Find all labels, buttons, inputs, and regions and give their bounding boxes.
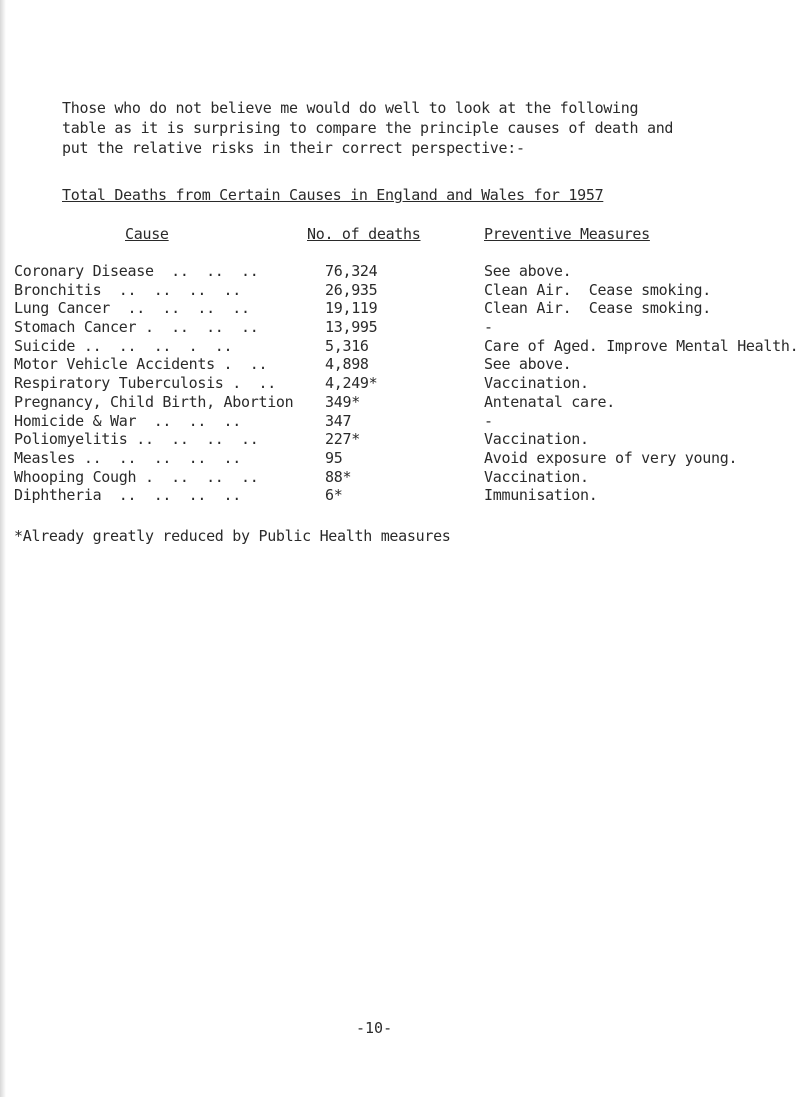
cause-cell: Homicide & War .. .. .. [14, 411, 242, 430]
measures-cell: Clean Air. Cease smoking. [484, 299, 712, 318]
measures-cell: Antenatal care. [484, 392, 615, 411]
table-row [14, 393, 800, 412]
deaths-cell: 76,324 [325, 262, 378, 280]
measures-cell: Avoid exposure of very young. [484, 448, 738, 467]
table-row [14, 486, 800, 505]
measures-cell: See above. [484, 262, 572, 280]
table-row [14, 374, 800, 393]
table-row [14, 337, 800, 356]
footnote: *Already greatly reduced by Public Health measures [14, 527, 451, 545]
measures-cell: Vaccination. [484, 430, 589, 449]
deaths-cell: 88* [325, 467, 352, 486]
deaths-cell: 4,898 [325, 355, 369, 374]
table-heading: Total Deaths from Certain Causes in England and Wales for 1957 [62, 186, 604, 204]
intro-paragraph [62, 98, 762, 158]
deaths-cell: 347 [325, 411, 352, 430]
intro-line: table as it is surprising to compare the principle causes of death and [62, 119, 674, 137]
page-binding-edge [0, 0, 6, 1097]
measures-cell: - [484, 411, 493, 430]
column-header-cause: Cause [125, 225, 169, 243]
table-row [14, 318, 800, 337]
deaths-cell: 95 [325, 448, 343, 467]
cause-cell: Poliomyelitis .. .. .. .. [14, 430, 259, 449]
cause-cell: Suicide .. .. .. . .. [14, 336, 233, 355]
page-number: -10- [356, 1019, 393, 1037]
measures-cell: Vaccination. [484, 467, 589, 486]
table-row [14, 355, 800, 374]
table-row [14, 262, 800, 281]
deaths-cell: 26,935 [325, 280, 378, 299]
table-row [14, 468, 800, 487]
table-row [14, 430, 800, 449]
deaths-cell: 349* [325, 392, 360, 411]
measures-cell: Immunisation. [484, 486, 598, 505]
cause-cell: Measles .. .. .. .. .. [14, 448, 242, 467]
deaths-cell: 6* [325, 486, 343, 505]
cause-cell: Diphtheria .. .. .. .. [14, 486, 242, 505]
table-row [14, 299, 800, 318]
cause-cell: Coronary Disease .. .. .. [14, 262, 259, 280]
measures-cell: Clean Air. Cease smoking. [484, 280, 712, 299]
column-header-deaths: No. of deaths [307, 225, 421, 243]
deaths-cell: 19,119 [325, 299, 378, 318]
deaths-table [14, 262, 800, 505]
deaths-cell: 5,316 [325, 336, 369, 355]
deaths-cell: 4,249* [325, 374, 378, 393]
intro-line: Those who do not believe me would do well to look at the following [62, 99, 639, 117]
intro-line: put the relative risks in their correct perspective:- [62, 139, 525, 157]
measures-cell: Vaccination. [484, 374, 589, 393]
measures-cell: - [484, 318, 493, 337]
column-header-measures: Preventive Measures [484, 225, 650, 243]
deaths-cell: 227* [325, 430, 360, 449]
cause-cell: Stomach Cancer . .. .. .. [14, 318, 259, 337]
deaths-cell: 13,995 [325, 318, 378, 337]
cause-cell: Whooping Cough . .. .. .. [14, 467, 259, 486]
cause-cell: Lung Cancer .. .. .. .. [14, 299, 250, 318]
table-row [14, 281, 800, 300]
table-row [14, 412, 800, 431]
measures-cell: Care of Aged. Improve Mental Health. [484, 336, 799, 355]
measures-cell: See above. [484, 355, 572, 374]
cause-cell: Respiratory Tuberculosis . .. [14, 374, 276, 393]
table-row [14, 449, 800, 468]
cause-cell: Pregnancy, Child Birth, Abortion [14, 392, 294, 411]
cause-cell: Motor Vehicle Accidents . .. [14, 355, 268, 374]
cause-cell: Bronchitis .. .. .. .. [14, 280, 242, 299]
